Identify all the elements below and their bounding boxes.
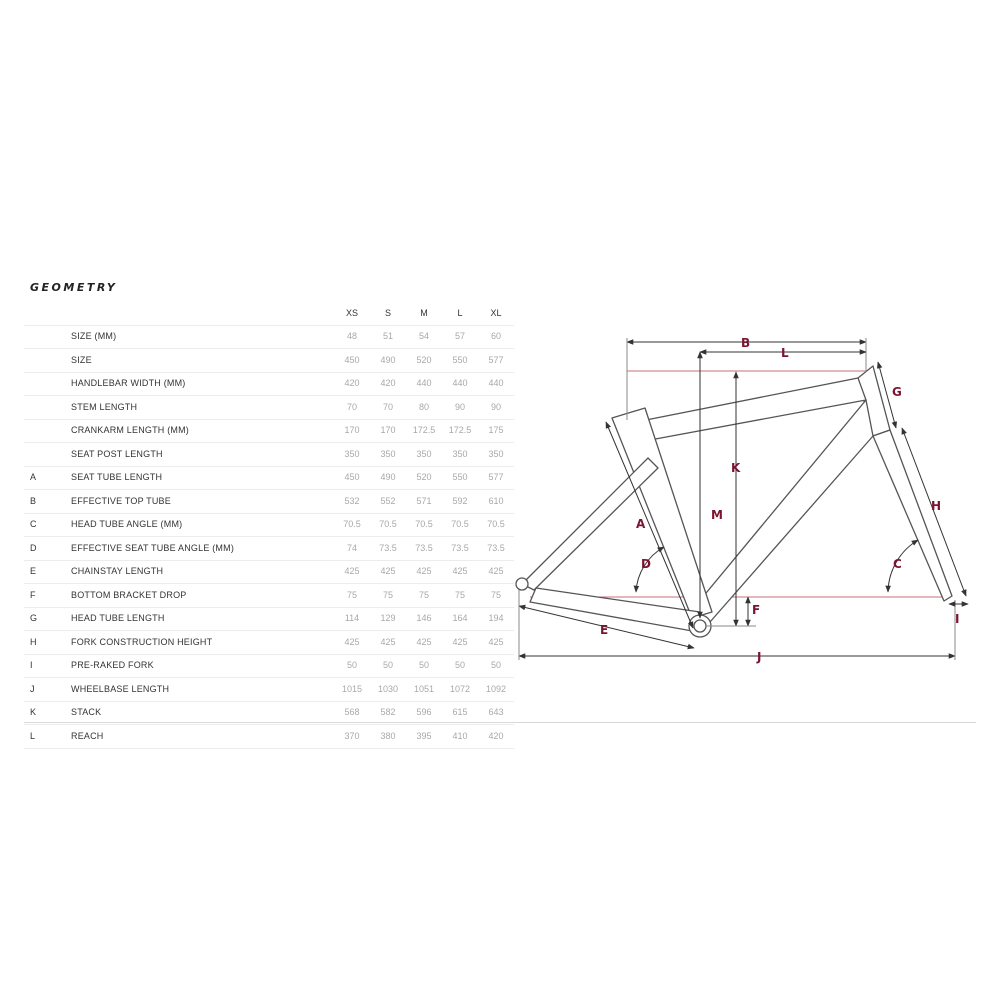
row-value-s: 75 xyxy=(370,584,406,608)
label-h: H xyxy=(931,499,942,513)
row-value-xs: 70.5 xyxy=(334,513,370,537)
row-value-s: 350 xyxy=(370,443,406,467)
row-value-xs: 1015 xyxy=(334,678,370,702)
row-label: STACK xyxy=(71,701,334,725)
row-label: WHEELBASE LENGTH xyxy=(71,678,334,702)
row-value-l: 90 xyxy=(442,396,478,420)
row-label: FORK CONSTRUCTION HEIGHT xyxy=(71,631,334,655)
row-value-s: 51 xyxy=(370,325,406,349)
row-value-xs: 568 xyxy=(334,701,370,725)
row-value-xs: 75 xyxy=(334,584,370,608)
row-code: I xyxy=(24,654,71,678)
row-value-m: 75 xyxy=(406,584,442,608)
label-f: F xyxy=(752,603,761,617)
row-value-xl: 610 xyxy=(478,490,514,514)
row-label: REACH xyxy=(71,725,334,749)
label-a: A xyxy=(636,517,646,531)
row-value-m: 80 xyxy=(406,396,442,420)
row-value-xs: 425 xyxy=(334,631,370,655)
row-value-xl: 577 xyxy=(478,349,514,373)
row-label: HEAD TUBE LENGTH xyxy=(71,607,334,631)
row-value-xl: 70.5 xyxy=(478,513,514,537)
row-value-xs: 170 xyxy=(334,419,370,443)
row-value-l: 425 xyxy=(442,631,478,655)
row-value-s: 425 xyxy=(370,560,406,584)
row-value-xl: 50 xyxy=(478,654,514,678)
row-value-xl: 90 xyxy=(478,396,514,420)
label-l: L xyxy=(781,346,789,360)
row-value-s: 425 xyxy=(370,631,406,655)
row-value-s: 170 xyxy=(370,419,406,443)
rear-dropout xyxy=(516,578,528,590)
row-value-s: 552 xyxy=(370,490,406,514)
label-b: B xyxy=(741,336,751,350)
row-value-xs: 450 xyxy=(334,349,370,373)
row-value-s: 73.5 xyxy=(370,537,406,561)
row-label: HEAD TUBE ANGLE (MM) xyxy=(71,513,334,537)
size-header-xl: XL xyxy=(478,302,514,325)
row-value-m: 520 xyxy=(406,349,442,373)
row-value-xs: 425 xyxy=(334,560,370,584)
row-value-m: 1051 xyxy=(406,678,442,702)
row-value-xs: 350 xyxy=(334,443,370,467)
row-value-xs: 450 xyxy=(334,466,370,490)
row-value-m: 596 xyxy=(406,701,442,725)
row-value-l: 410 xyxy=(442,725,478,749)
row-value-xs: 50 xyxy=(334,654,370,678)
top-tube xyxy=(646,378,866,440)
row-label: CHAINSTAY LENGTH xyxy=(71,560,334,584)
label-k: K xyxy=(731,461,741,475)
row-value-l: 164 xyxy=(442,607,478,631)
size-header-xs: XS xyxy=(334,302,370,325)
row-value-xl: 643 xyxy=(478,701,514,725)
row-value-m: 73.5 xyxy=(406,537,442,561)
row-label: EFFECTIVE TOP TUBE xyxy=(71,490,334,514)
row-label: STEM LENGTH xyxy=(71,396,334,420)
chain-stay xyxy=(530,588,700,632)
bottom-bracket-inner xyxy=(694,620,706,632)
row-value-xl: 1092 xyxy=(478,678,514,702)
row-value-xl: 420 xyxy=(478,725,514,749)
row-value-xl: 577 xyxy=(478,466,514,490)
row-label: EFFECTIVE SEAT TUBE ANGLE (MM) xyxy=(71,537,334,561)
row-label: HANDLEBAR WIDTH (MM) xyxy=(71,372,334,396)
size-header-l: L xyxy=(442,302,478,325)
size-header-m: M xyxy=(406,302,442,325)
row-value-l: 615 xyxy=(442,701,478,725)
row-value-l: 70.5 xyxy=(442,513,478,537)
row-code: C xyxy=(24,513,71,537)
row-value-xs: 370 xyxy=(334,725,370,749)
row-value-xl: 350 xyxy=(478,443,514,467)
row-value-xs: 48 xyxy=(334,325,370,349)
row-value-s: 490 xyxy=(370,466,406,490)
row-value-xl: 440 xyxy=(478,372,514,396)
row-label: BOTTOM BRACKET DROP xyxy=(71,584,334,608)
row-value-l: 425 xyxy=(442,560,478,584)
row-value-xs: 532 xyxy=(334,490,370,514)
label-m: M xyxy=(711,508,723,522)
row-code: A xyxy=(24,466,71,490)
row-value-l: 172.5 xyxy=(442,419,478,443)
row-value-s: 420 xyxy=(370,372,406,396)
row-value-m: 350 xyxy=(406,443,442,467)
row-label: PRE-RAKED FORK xyxy=(71,654,334,678)
row-value-m: 172.5 xyxy=(406,419,442,443)
row-value-l: 73.5 xyxy=(442,537,478,561)
row-value-xl: 75 xyxy=(478,584,514,608)
seat-tube xyxy=(612,408,712,618)
row-code: F xyxy=(24,584,71,608)
row-code: K xyxy=(24,701,71,725)
row-value-m: 50 xyxy=(406,654,442,678)
row-value-s: 50 xyxy=(370,654,406,678)
row-code: B xyxy=(24,490,71,514)
row-value-xs: 420 xyxy=(334,372,370,396)
row-value-s: 70 xyxy=(370,396,406,420)
row-value-m: 425 xyxy=(406,560,442,584)
row-value-xs: 70 xyxy=(334,396,370,420)
row-value-xs: 114 xyxy=(334,607,370,631)
row-value-l: 592 xyxy=(442,490,478,514)
row-value-l: 1072 xyxy=(442,678,478,702)
row-value-m: 425 xyxy=(406,631,442,655)
row-code: D xyxy=(24,537,71,561)
row-value-m: 395 xyxy=(406,725,442,749)
row-value-l: 75 xyxy=(442,584,478,608)
row-label: SEAT TUBE LENGTH xyxy=(71,466,334,490)
row-value-s: 1030 xyxy=(370,678,406,702)
row-label: SIZE xyxy=(71,349,334,373)
label-g: G xyxy=(892,385,902,399)
row-value-m: 520 xyxy=(406,466,442,490)
row-value-l: 57 xyxy=(442,325,478,349)
size-header-s: S xyxy=(370,302,406,325)
frame-outline xyxy=(516,366,952,637)
row-value-s: 380 xyxy=(370,725,406,749)
row-value-xs: 74 xyxy=(334,537,370,561)
row-value-xl: 73.5 xyxy=(478,537,514,561)
row-label: CRANKARM LENGTH (MM) xyxy=(71,419,334,443)
row-value-l: 440 xyxy=(442,372,478,396)
row-value-xl: 60 xyxy=(478,325,514,349)
label-c: C xyxy=(893,557,902,571)
row-code: J xyxy=(24,678,71,702)
row-value-l: 550 xyxy=(442,466,478,490)
row-code: H xyxy=(24,631,71,655)
row-value-l: 350 xyxy=(442,443,478,467)
row-value-xl: 194 xyxy=(478,607,514,631)
row-value-l: 550 xyxy=(442,349,478,373)
label-j: J xyxy=(757,650,762,664)
label-i: I xyxy=(955,612,960,626)
row-label: SIZE (MM) xyxy=(71,325,334,349)
row-code: G xyxy=(24,607,71,631)
row-value-s: 129 xyxy=(370,607,406,631)
label-d: D xyxy=(641,557,651,571)
row-value-m: 146 xyxy=(406,607,442,631)
row-value-m: 70.5 xyxy=(406,513,442,537)
row-value-m: 54 xyxy=(406,325,442,349)
row-value-xl: 425 xyxy=(478,631,514,655)
row-value-s: 70.5 xyxy=(370,513,406,537)
row-code: L xyxy=(24,725,71,749)
label-e: E xyxy=(600,623,609,637)
row-value-m: 440 xyxy=(406,372,442,396)
row-value-xl: 425 xyxy=(478,560,514,584)
row-label: SEAT POST LENGTH xyxy=(71,443,334,467)
page-title: GEOMETRY xyxy=(30,281,118,294)
row-value-s: 582 xyxy=(370,701,406,725)
row-value-xl: 175 xyxy=(478,419,514,443)
row-code: E xyxy=(24,560,71,584)
row-value-s: 490 xyxy=(370,349,406,373)
row-value-l: 50 xyxy=(442,654,478,678)
row-value-m: 571 xyxy=(406,490,442,514)
